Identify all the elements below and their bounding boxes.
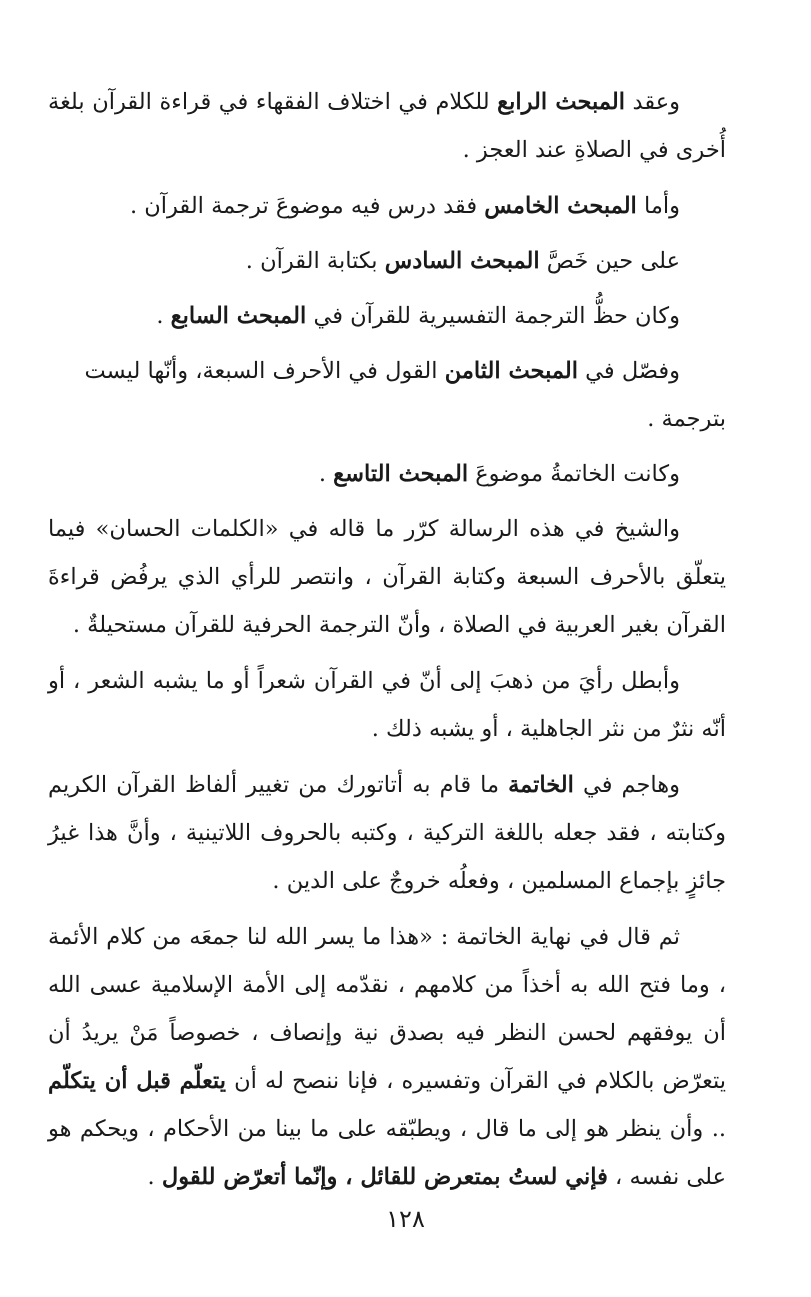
text-run: ثم قال في نهاية الخاتمة : «هذا ما يسر الله لنا جمعَه من كلام الأئمة ، وما فتح الله به أخذاً من كلامهم ، نقدّمه إلى الأمة الإسلامية عسى الله أن يوفقهم لحسن النظر فيه بصدق نية وإنصاف ، خصوصاً مَنْ يريدُ أن يتعرّض بالكلام في القرآن وتفسيره ، فإنا ننصح له أن <box>48 924 726 1094</box>
bold-phrase: المبحث الثامن <box>444 358 578 384</box>
text-run: . <box>318 461 334 487</box>
text-run: بكتابة القرآن . <box>245 248 385 274</box>
text-run: .. وأن ينظر هو إلى ما قال ، ويطبّقه على ما بينا من الأحكام ، ويحكم هو على نفسه ، <box>48 1116 726 1190</box>
paragraph-1 <box>48 78 726 174</box>
text-run: وكان حظُّ الترجمة التفسيرية للقرآن في <box>306 303 680 329</box>
paragraph-10 <box>48 913 726 1201</box>
text-run: فقد درس فيه موضوعَ ترجمة القرآن . <box>129 193 485 219</box>
bold-phrase: الخاتمة <box>508 772 574 798</box>
text-run: وهاجم في <box>573 772 680 798</box>
paragraph-6 <box>48 450 726 498</box>
bold-phrase: المبحث الخامس <box>484 193 637 219</box>
paragraph-3 <box>48 237 726 285</box>
paragraph-2 <box>48 182 726 230</box>
paragraph-8 <box>48 657 726 753</box>
text-run: القول في الأحرف السبعة، وأنّها ليست بترجمة . <box>84 358 726 432</box>
page-number: ١٢٨ <box>386 1205 425 1233</box>
bold-phrase: المبحث السادس <box>384 248 540 274</box>
paragraph-7 <box>48 505 726 649</box>
text-run: والشيخ في هذه الرسالة كرّر ما قاله في «الكلمات الحسان» فيما يتعلّق بالأحرف السبعة وكتابة القرآن ، وانتصر للرأي الذي يرفُض قراءةَ القرآن بغير العربية في الصلاة ، وأنّ الترجمة الحرفية للقرآن مستحيلةٌ . <box>48 516 726 638</box>
text-run: . <box>147 1164 162 1190</box>
text-run: وأما <box>636 193 680 219</box>
text-run: وفصّل في <box>578 358 680 384</box>
bold-phrase: المبحث التاسع <box>333 461 469 487</box>
text-run: . <box>156 303 171 329</box>
text-run: للكلام في اختلاف الفقهاء في قراءة القرآن بلغة أُخرى في الصلاةِ عند العجز . <box>48 89 726 163</box>
bold-phrase: فإني لستُ بمتعرض للقائل ، وإنّما أتعرّض للقول <box>161 1164 608 1190</box>
text-run: وكانت الخاتمةُ موضوعَ <box>468 461 680 487</box>
bold-phrase: المبحث الرابع <box>497 89 625 115</box>
bold-phrase: يتعلّم قبل أن يتكلّم <box>48 1068 226 1094</box>
paragraph-4 <box>48 292 726 340</box>
page-body <box>48 78 726 1209</box>
text-run: وأبطل رأيَ من ذهبَ إلى أنّ في القرآن شعراً أو ما يشبه الشعر ، أو أنّه نثرٌ من نثر الجاهلية ، أو يشبه ذلك . <box>48 668 726 742</box>
paragraph-5 <box>48 347 726 443</box>
text-run: وعقد <box>624 89 681 115</box>
text-run: على حين خَصَّ <box>539 248 680 274</box>
bold-phrase: المبحث السابع <box>170 303 307 329</box>
text-run: ما قام به أتاتورك من تغيير ألفاظ القرآن الكريم وكتابته ، فقد جعله باللغة التركية ، وكتبه بالحروف اللاتينية ، وأنَّ هذا غيرُ جائزٍ بإجماع المسلمين ، وفعلُه خروجٌ على الدين . <box>48 772 726 894</box>
paragraph-9 <box>48 761 726 905</box>
